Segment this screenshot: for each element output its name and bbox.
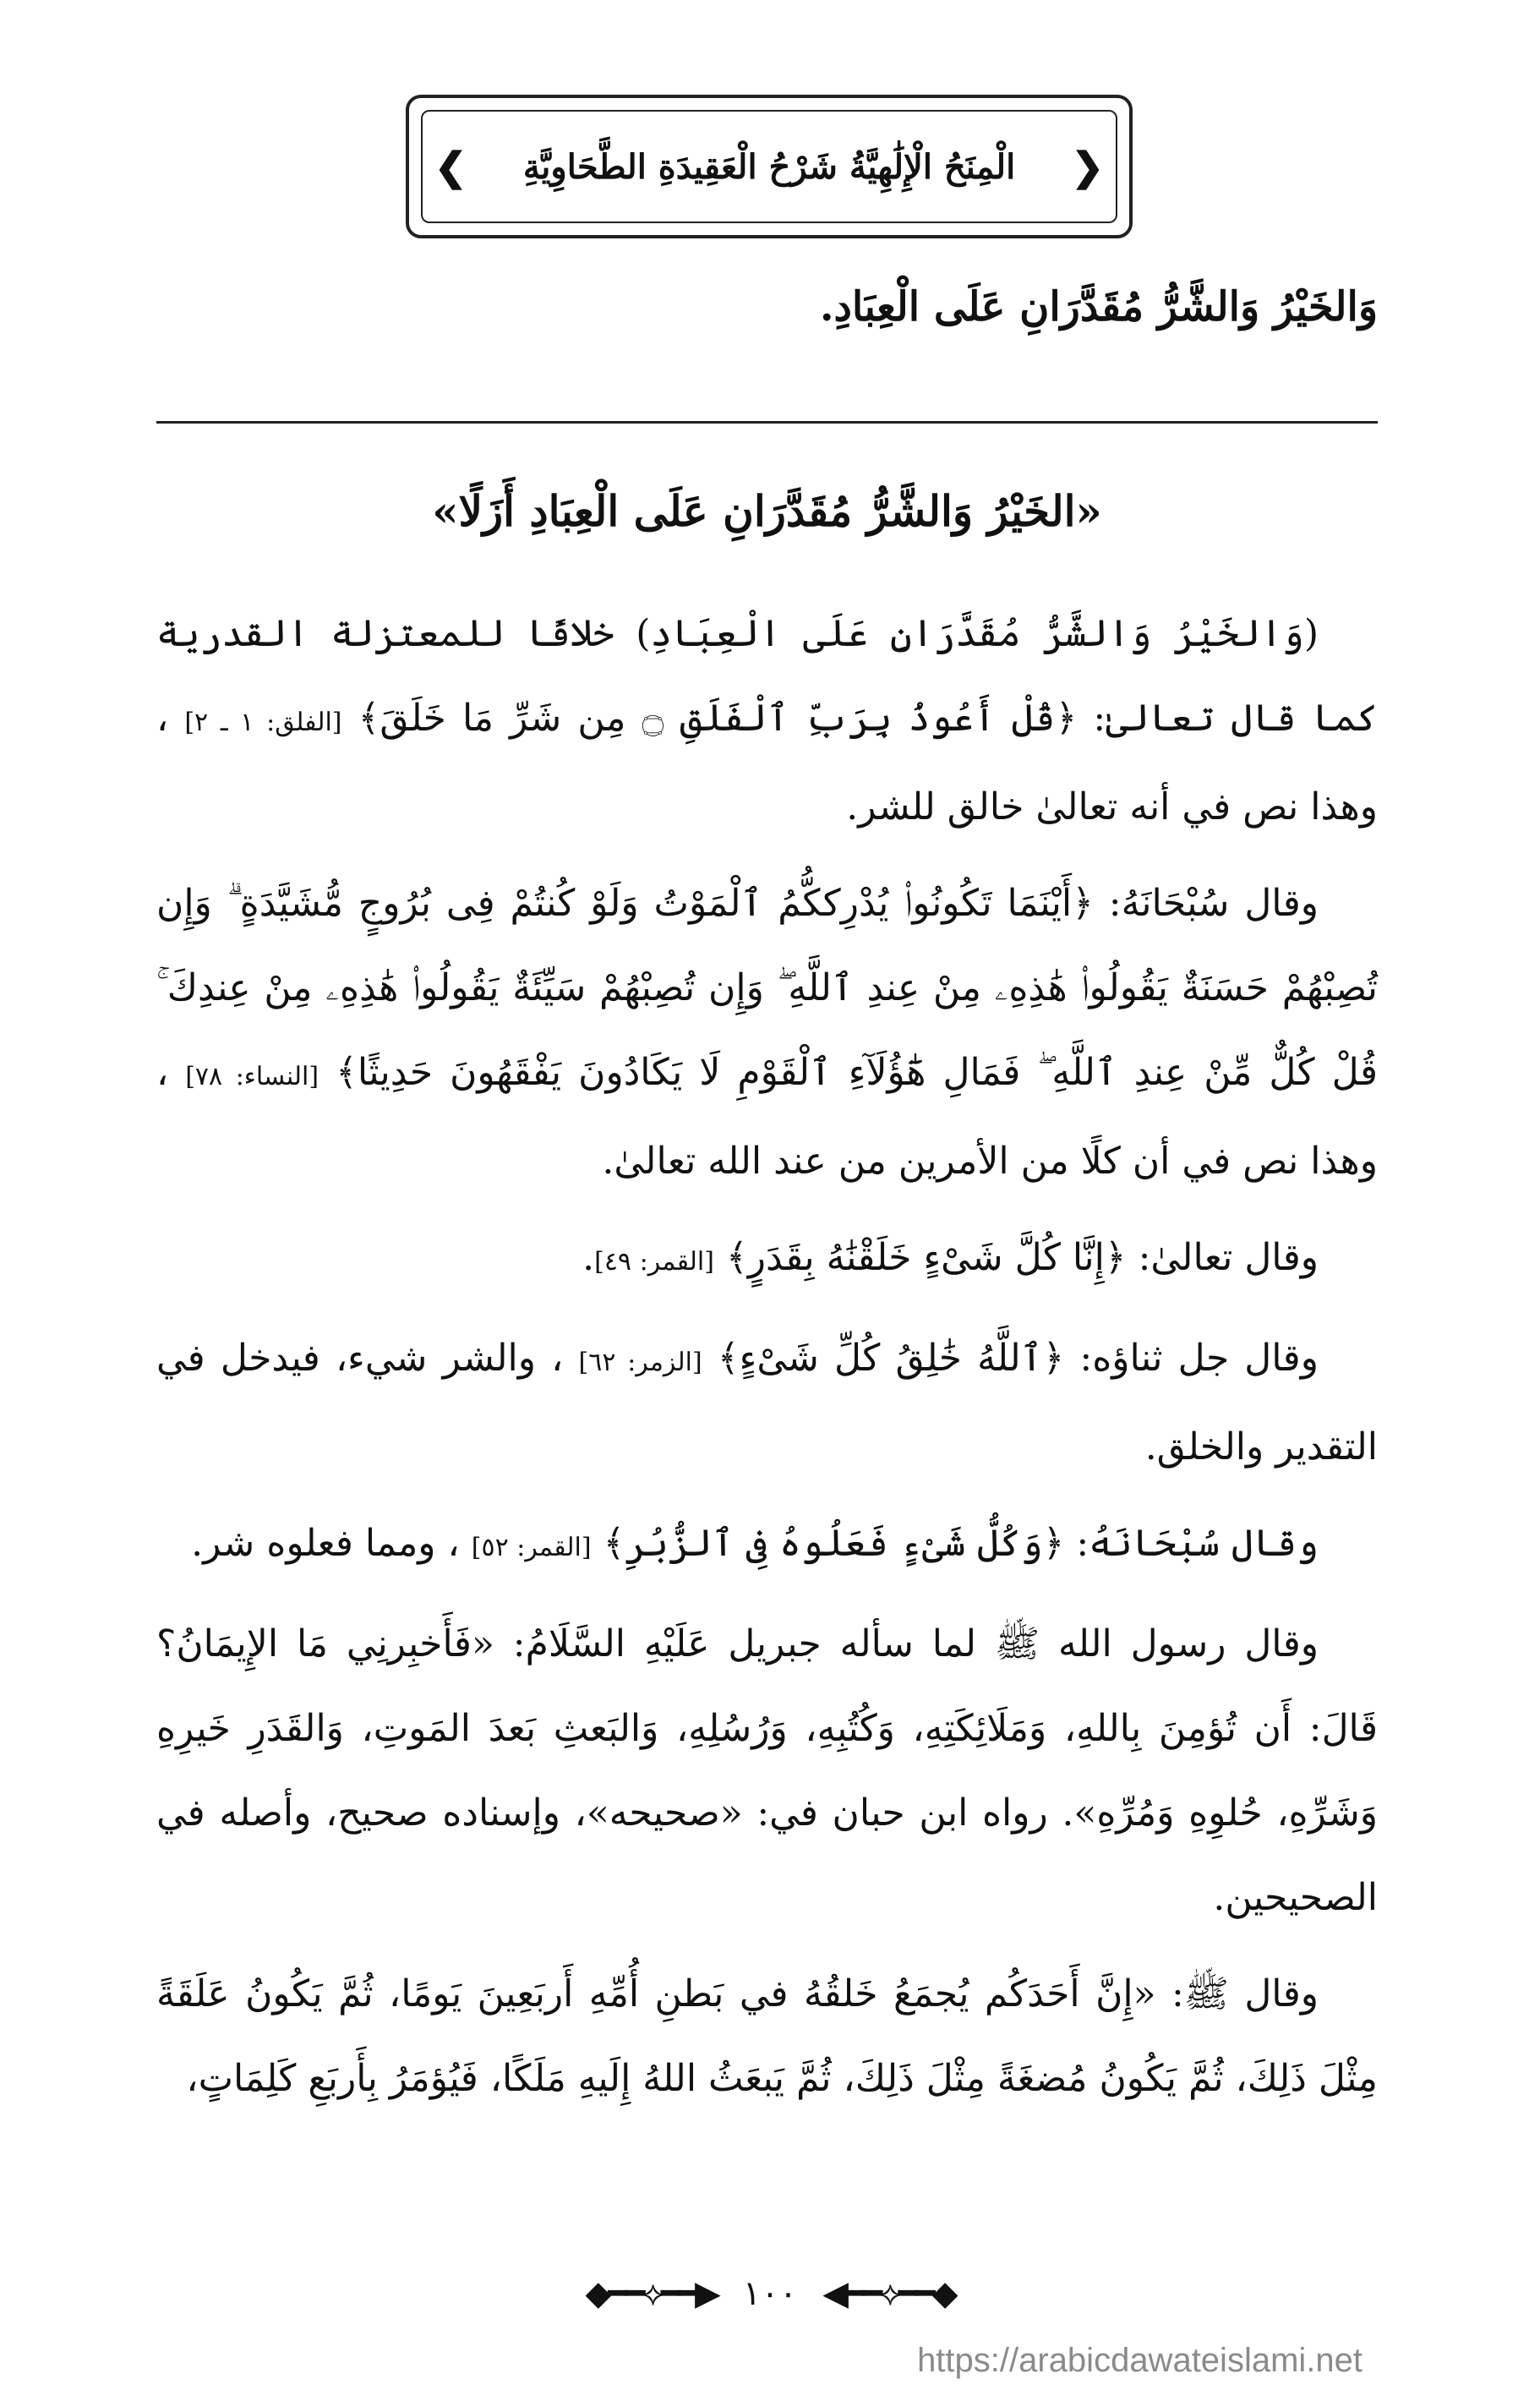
- paragraph: [156, 592, 1378, 850]
- paragraph-text: .: [582, 1236, 595, 1279]
- paragraph-text: وقال سُبْحَانَهُ: ﴿أَيْنَمَا تَكُونُوا۟ يُدْرِككُّمُ ٱلْمَوْتُ وَلَوْ كُنتُمْ فِى بُرُوجٍ مُّشَيَّدَةٍ ۗ وَإِن تُصِبْهُمْ حَسَنَةٌ يَقُولُوا۟ هَٰذِهِۦ مِنْ عِندِ ٱللَّهِ ۖ وَإِن تُصِبْهُمْ سَيِّئَةٌ يَقُولُوا۟ هَٰذِهِۦ مِنْ عِندِكَ ۚ قُلْ كُلٌّ مِّنْ عِندِ ٱللَّهِ ۖ فَمَالِ هَٰٓؤُلَآءِ ٱلْقَوْمِ لَا يَكَادُونَ يَفْقَهُونَ حَدِيثًا﴾: [156, 882, 1378, 1094]
- footer-ornament-left-icon: ◆━━⟡━━▶: [585, 2274, 718, 2313]
- paragraph-text: (وَالخَيْرُ وَالشَّرُّ مُقَدَّرَانِ عَلَى الْعِبَادِ) خلافًا للمعتزلة القدرية كما قال تعالىٰ: ﴿قُلْ أَعُوذُ بِرَبِّ ٱلْفَلَقِ ۝ مِن شَرِّ مَا خَلَقَ﴾: [156, 612, 1378, 740]
- paragraph: [156, 1501, 1378, 1590]
- header-inner-frame: [421, 110, 1117, 223]
- page-footer: [0, 2274, 1540, 2313]
- running-header: [406, 95, 1133, 238]
- divider-rule: [156, 421, 1378, 424]
- paragraph-text: ، ومما فعلوه شر.: [191, 1522, 460, 1565]
- body-text: [156, 592, 1378, 2133]
- verse-reference: [الفلق: ١ ـ ٢]: [184, 708, 342, 737]
- verse-reference: [القمر: ٤٩]: [594, 1247, 714, 1277]
- verse-reference: [الزمر: ٦٢]: [578, 1348, 702, 1377]
- paragraph-text: وقال جل ثناؤه: ﴿ٱللَّهُ خَٰلِقُ كُلِّ شَىْءٍ﴾: [717, 1337, 1319, 1380]
- paragraph: [156, 1216, 1378, 1304]
- paragraph: [156, 1316, 1378, 1490]
- section-title: «الخَيْرُ وَالشَّرُّ مُقَدَّرَانِ عَلَى الْعِبَادِ أَزَلًا»: [432, 486, 1102, 536]
- page-number: ١٠٠: [742, 2274, 798, 2313]
- matn-text: وَالخَيْرُ وَالشَّرُّ مُقَدَّرَانِ عَلَى الْعِبَادِ.: [819, 283, 1378, 331]
- paragraph-text: ، والشر شيء، فيدخل في التقدير والخلق.: [156, 1337, 1378, 1468]
- paragraph-text: وقال سُبْحَانَهُ: ﴿وَكُلُّ شَىْءٍ فَعَلُوهُ فِى ٱلزُّبُرِ﴾: [603, 1522, 1319, 1565]
- header-ornament-left-icon: ❮: [434, 144, 467, 189]
- book-title: الْمِنَحُ الْإِلَٰهِيَّةُ شَرْحُ الْعَقِيدَةِ الطَّحَاوِيَّةِ: [522, 146, 1016, 187]
- paragraph-text: وقال رسول الله ﷺ لما سأله جبريل عَلَيْهِ السَّلَامُ: «فَأَخبِرنِي مَا الإِيمَانُ؟ قَالَ: أَن تُؤمِنَ بِاللهِ، وَمَلَائِكَتِهِ، وَكُتُبِهِ، وَرُسُلِهِ، وَالبَعثِ بَعدَ المَوتِ، وَالقَدَرِ خَيرِهِ وَشَرِّهِ، حُلوِهِ وَمُرِّهِ». رواه ابن حبان في: «صحيحه»، وإسناده صحيح، وأصله في الصحيحين.: [156, 1622, 1378, 1919]
- paragraph-text: ، وهذا نص في أن كلًا من الأمرين من عند الله تعالىٰ.: [156, 1051, 1378, 1183]
- paragraph: [156, 1602, 1378, 1940]
- watermark-url: https://arabicdawateislami.net: [917, 2342, 1363, 2379]
- paragraph: [156, 861, 1378, 1204]
- paragraph-text: وقال ﷺ: «إِنَّ أَحَدَكُم يُجمَعُ خَلقُهُ في بَطنِ أُمِّهِ أَربَعِينَ يَومًا، ثُمَّ يَكُونُ عَلَقَةً مِثْلَ ذَلِكَ، ثُمَّ يَكُونُ مُضغَةً مِثْلَ ذَلِكَ، ثُمَّ يَبعَثُ اللهُ إِلَيهِ مَلَكًا، فَيُؤمَرُ بِأَربَعِ كَلِمَاتٍ،: [156, 1972, 1378, 2100]
- header-ornament-right-icon: ❯: [1071, 144, 1104, 189]
- paragraph-text: ، وهذا نص في أنه تعالىٰ خالق للشر.: [156, 697, 1378, 829]
- footer-ornament-right-icon: ◀━━⟡━━◆: [822, 2274, 955, 2313]
- verse-reference: [النساء: ٧٨]: [185, 1062, 319, 1091]
- paragraph-text: وقال تعالىٰ: ﴿إِنَّا كُلَّ شَىْءٍ خَلَقْنَٰهُ بِقَدَرٍ﴾: [725, 1236, 1319, 1279]
- paragraph: [156, 1952, 1378, 2121]
- verse-reference: [القمر: ٥٢]: [471, 1533, 592, 1562]
